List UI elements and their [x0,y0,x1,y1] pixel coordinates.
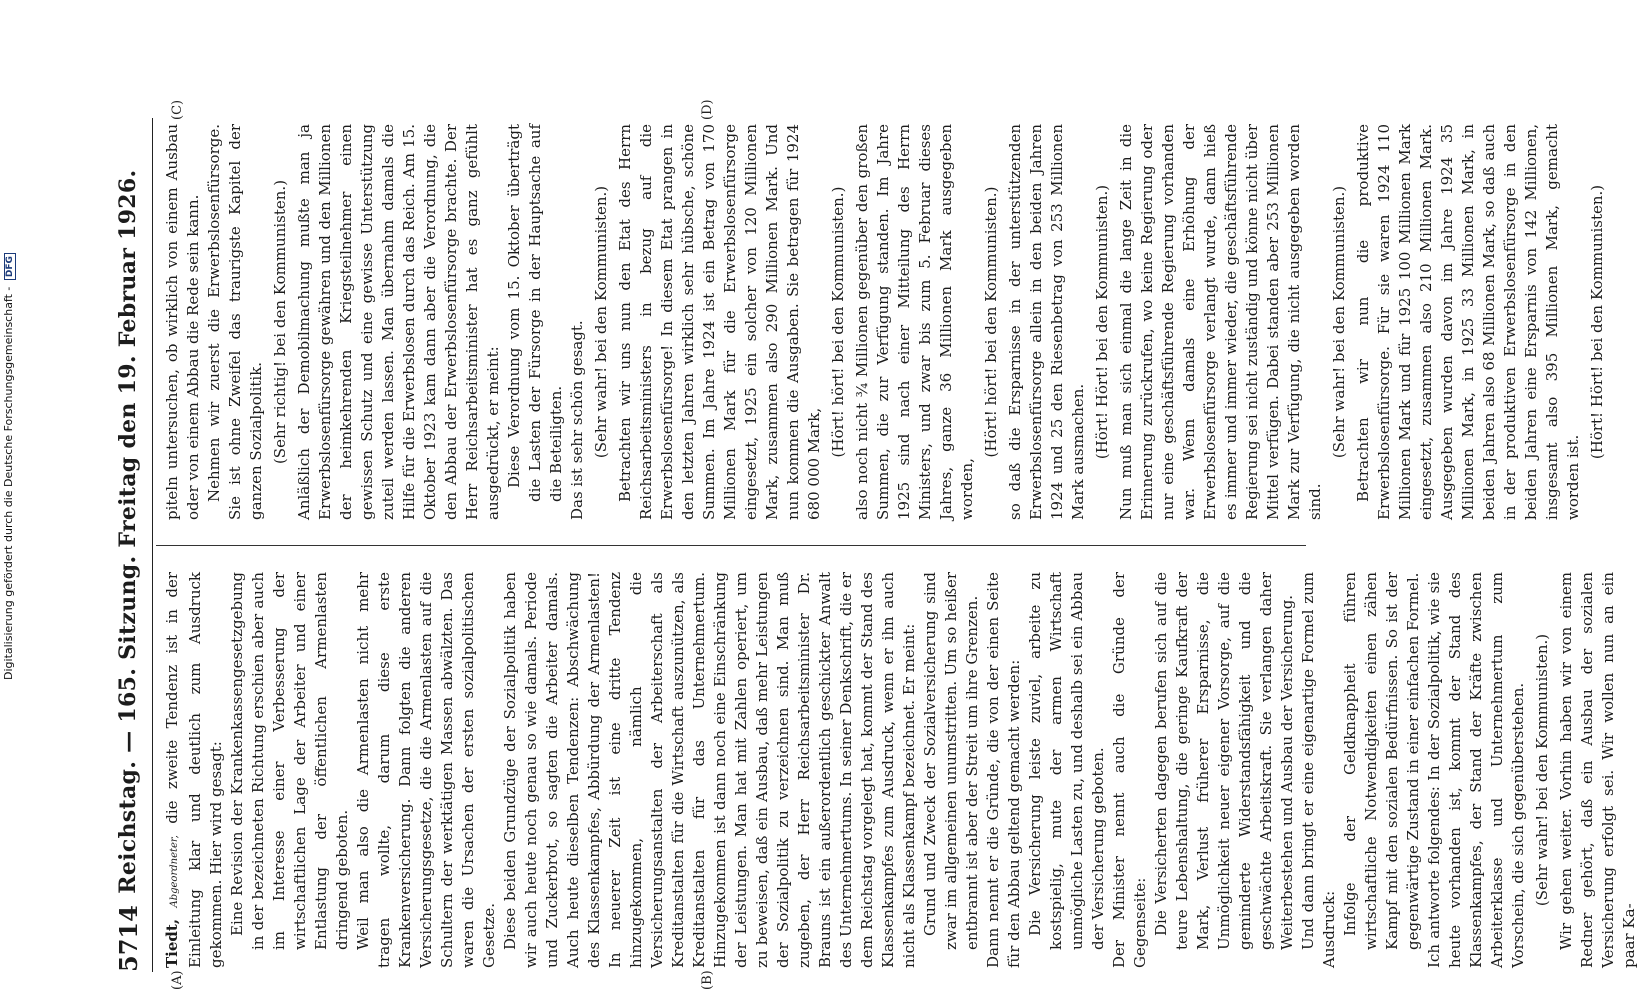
interjection: (Hört! Hört! bei den Kommunisten.) [1588,184,1606,460]
quote: Die Versicherten dagegen berufen sich auf die teure Lebenshaltung, die geringe Kaufkraft der Mark, Verlust früherer Ersparnisse, die Unmöglichkeit neuer eigener Vorsorge, auf die geminderte Widerstandsfähigkeit und die geschwächte Arbeitskraft. Sie verlangen daher Weiterbestehen und Ausbau der Versicherung. [1152,572,1296,950]
speaker-name: Tiedt, [163,918,181,968]
column-divider [156,545,1306,546]
quote: Diese Verordnung vom 15. Oktober überträgt die Lasten der Fürsorge in der Hauptsache auf die Beteiligten. [505,124,565,502]
paragraph: Dann nennt er die Gründe, die von der einen Seite für den Abbau geltend gemacht werden: [984,572,1023,968]
quote: Grund und Zweck der Sozialversicherung sind zwar im allgemeinen unumstritten. Um so heißer entbrannt ist aber der Streit um ihre Grenzen. [921,572,981,950]
page-title: Reichstag. — 165. Sitzung. Freitag den 19. Februar 1926. [115,169,141,894]
paragraph: Und dann bringt er eine eigenartige Formel zum Ausdruck: [1299,572,1338,968]
paragraph: Betrachten wir uns nun den Etat des Herrn Reichsarbeitsministers in bezug auf die Erwerbslosenfürsorge! In diesem Etat prangen in den letzten Jahren wirklich sehr hübsche, schöne Summen. Im Jahre 1924 ist ein Betrag von 170 Millionen Mark für die Erwerbslosenfürsorge eingesetzt, 1925 ein solcher von 120 Millionen Mark, zusammen also 290 Millionen Mark. Und nun kommen die Ausgaben. Sie betragen für 1924 680 000 Mark, [616,124,823,520]
quote: Die Versicherung leiste zuviel, arbeite zu kostspielig, mute der armen Wirtschaft unmögliche Lasten zu, und deshalb sei ein Abbau der Versicherung geboten. [1026,572,1107,950]
paragraph: Weil man also die Armenlasten nicht mehr tragen wollte, darum diese erste Krankenversicherung. Dann folgten die anderen Versicherungsgesetze, die die Armenlasten auf die Schultern der werktätigen Massen abwälzten. Das waren die Ursachen der ersten sozialpolitischen Gesetze. [354,572,498,968]
paragraph: also noch nicht ¾ Millionen gegenüber den großen Summen, die zur Verfügung standen. Im Jahre 1925 sind nach einer Mitteilung des Herrn Ministers, und zwar bis zum 5. Februar dieses Jahres, ganze 36 Millionen Mark ausgegeben worden, [853,124,976,520]
paragraph: Nehmen wir zuerst die Erwerbslosenfürsorge. Sie ist ohne Zweifel das traurigste Kapitel der ganzen Sozialpolitik. [205,124,265,520]
interjection: (Sehr wahr! bei den Kommunisten.) [1330,185,1348,459]
paragraph: Das ist sehr schön gesagt. [568,320,586,520]
dfg-logo: DFG [4,253,16,280]
quote: Infolge der Geldknappheit führen wirtschaftliche Notwendigkeiten einen zähen Kampf mit den sozialen Bedürfnissen. So ist der gegenwärtige Zustand in einer einfachen Formel. [1341,572,1422,950]
paragraph [162,572,227,968]
paragraph: Der Minister nennt auch die Gründe der Gegenseite: [1110,572,1149,968]
margin-marker-a: (A) [170,970,185,990]
digitization-credit [2,256,16,680]
paragraph: Ich antworte folgendes: In der Sozialpolitik, wie sie heute vorhanden ist, kommt der Stand des Klassenkampfes, der Stand der Kräfte zwischen Arbeiterklasse und Unternehmertum zum Vorschein, die sich gegenüberstehen. [1425,572,1527,968]
margin-marker-b: (B) [700,970,715,990]
interjection: (Sehr richtig! bei den Kommunisten.) [271,179,289,465]
margin-marker-d: (D) [700,99,715,120]
paragraph: Diese beiden Grundzüge der Sozialpolitik haben wir auch heute noch genau so wie damals. Periode und Zuckerbrot, so sagten die Arbeiter damals. Auch heute dieselben Tendenzen: Abschwächung des Klassenkampfes, Abbürdung der Armenlasten! In neuerer Zeit ist eine dritte Tendenz hinzugekommen, nämlich die Versicherungsanstalten der Arbeiterschaft als Kreditanstalten für die Wirtschaft auszunützen, als Kreditanstalten für das Unternehmertum. Hinzugekommen ist dann noch eine Einschränkung der Leistungen. Man hat mit Zahlen operiert, um zu beweisen, daß ein Ausbau, daß mehr Leistungen der Sozialpolitik zu verzeichnen sind. Man muß zugeben, der Herr Reichsarbeitsminister Dr. Brauns ist ein außerordentlich geschickter Anwalt des Unternehmertums. In seiner Denkschrift, die er dem Reichstag vorgelegt hat, kommt der Stand des Klassenkampfes zum Ausdruck, wenn er ihn auch nicht als Klassenkampf bezeichnet. Er meint: [501,572,918,968]
interjection: (Sehr wahr! bei den Kommunisten.) [592,185,610,459]
paragraph: so daß die Ersparnisse in der unterstützenden Erwerbslosenfürsorge allein in den beiden Jahren 1924 und 25 den Riesenbetrag von 253 Millionen Mark ausmachen. [1006,124,1087,520]
credit-text: Digitalisierung gefördert durch die Deutsche Forschungsgemeinschaft - [2,286,15,680]
paragraph: Anläßlich der Demobilmachung mußte man ja Erwerbslosenfürsorge gewähren und den Millionen der heimkehrenden Kriegsteilnehmer einen gewissen Schutz und eine gewisse Unterstützung zuteil werden lassen. Man übernahm damals die Hilfe für die Erwerbslosen durch das Reich. Am 15. Oktober 1923 kam dann aber die Verordnung, die den Abbau der Erwerbslosenfürsorge brachte. Der Herr Reichsarbeitsminister hat es ganz gefühlt ausgedrückt, er meint: [295,124,502,520]
paragraph: Betrachten wir nun die produktive Erwerbslosenfürsorge. Für sie waren 1924 110 Millionen Mark und für 1925 100 Millionen Mark eingesetzt, zusammen also 210 Millionen Mark. Ausgegeben wurden davon im Jahre 1924 35 Millionen Mark, in 1925 33 Millionen Mark, in beiden Jahren also 68 Millionen Mark, so daß auch in der produktiven Erwerbslosenfürsorge in den beiden Jahren eine Ersparnis von 142 Millionen, insgesamt also 395 Millionen Mark, gemacht worden ist. [1354,124,1582,520]
paragraph-text: die zweite Tendenz ist in der Einleitung klar und deutlich zum Ausdruck gekommen. Hier wird gesagt: [163,572,225,968]
paragraph: piteln untersuchen, ob wirklich von einem Ausbau oder von einem Abbau die Rede sein kann. [163,124,202,520]
interjection: (Hört! hört! bei den Kommunisten.) [982,186,1000,458]
left-column [162,572,1640,968]
margin-marker-c: (C) [170,99,185,120]
page-number: 5714 [113,905,143,972]
interjection: (Hört! Hört! bei den Kommunisten.) [1093,184,1111,460]
page-header [108,118,148,972]
right-column [162,124,1611,520]
header-rule [152,118,153,972]
rotated-document-page [100,90,1638,1000]
interjection: (Hört! hört! bei den Kommunisten.) [829,186,847,458]
quote: Eine Revision der Krankenkassengesetzgebung in der bezeichneten Richtung erschien aber auch im Interesse einer Verbesserung der wirtschaftlichen Lage der Arbeiter und einer Entlastung der öffentlichen Armenlasten dringend geboten. [228,572,351,950]
speaker-role: Abgeordneter, [169,835,180,908]
paragraph: Wir gehen weiter. Vorhin haben wir von einem Redner gehört, daß ein Ausbau der sozialen Versicherung erfolgt sei. Wir wollen nun an ein paar Ka- [1557,572,1638,968]
paragraph: Nun muß man sich einmal die lange Zeit in die Erinnerung zurückrufen, wo keine Regierung oder nur eine geschäftsführende Regierung vorhanden war. Wenn damals eine Erhöhung der Erwerbslosenfürsorge verlangt wurde, dann hieß es immer und immer wieder, die geschäftsführende Regierung sei nicht zuständig und könne nicht über Mittel verfügen. Dabei standen aber 253 Millionen Mark zur Verfügung, die nicht ausgegeben worden sind. [1117,124,1324,520]
interjection: (Sehr wahr! bei den Kommunisten.) [1533,633,1551,907]
